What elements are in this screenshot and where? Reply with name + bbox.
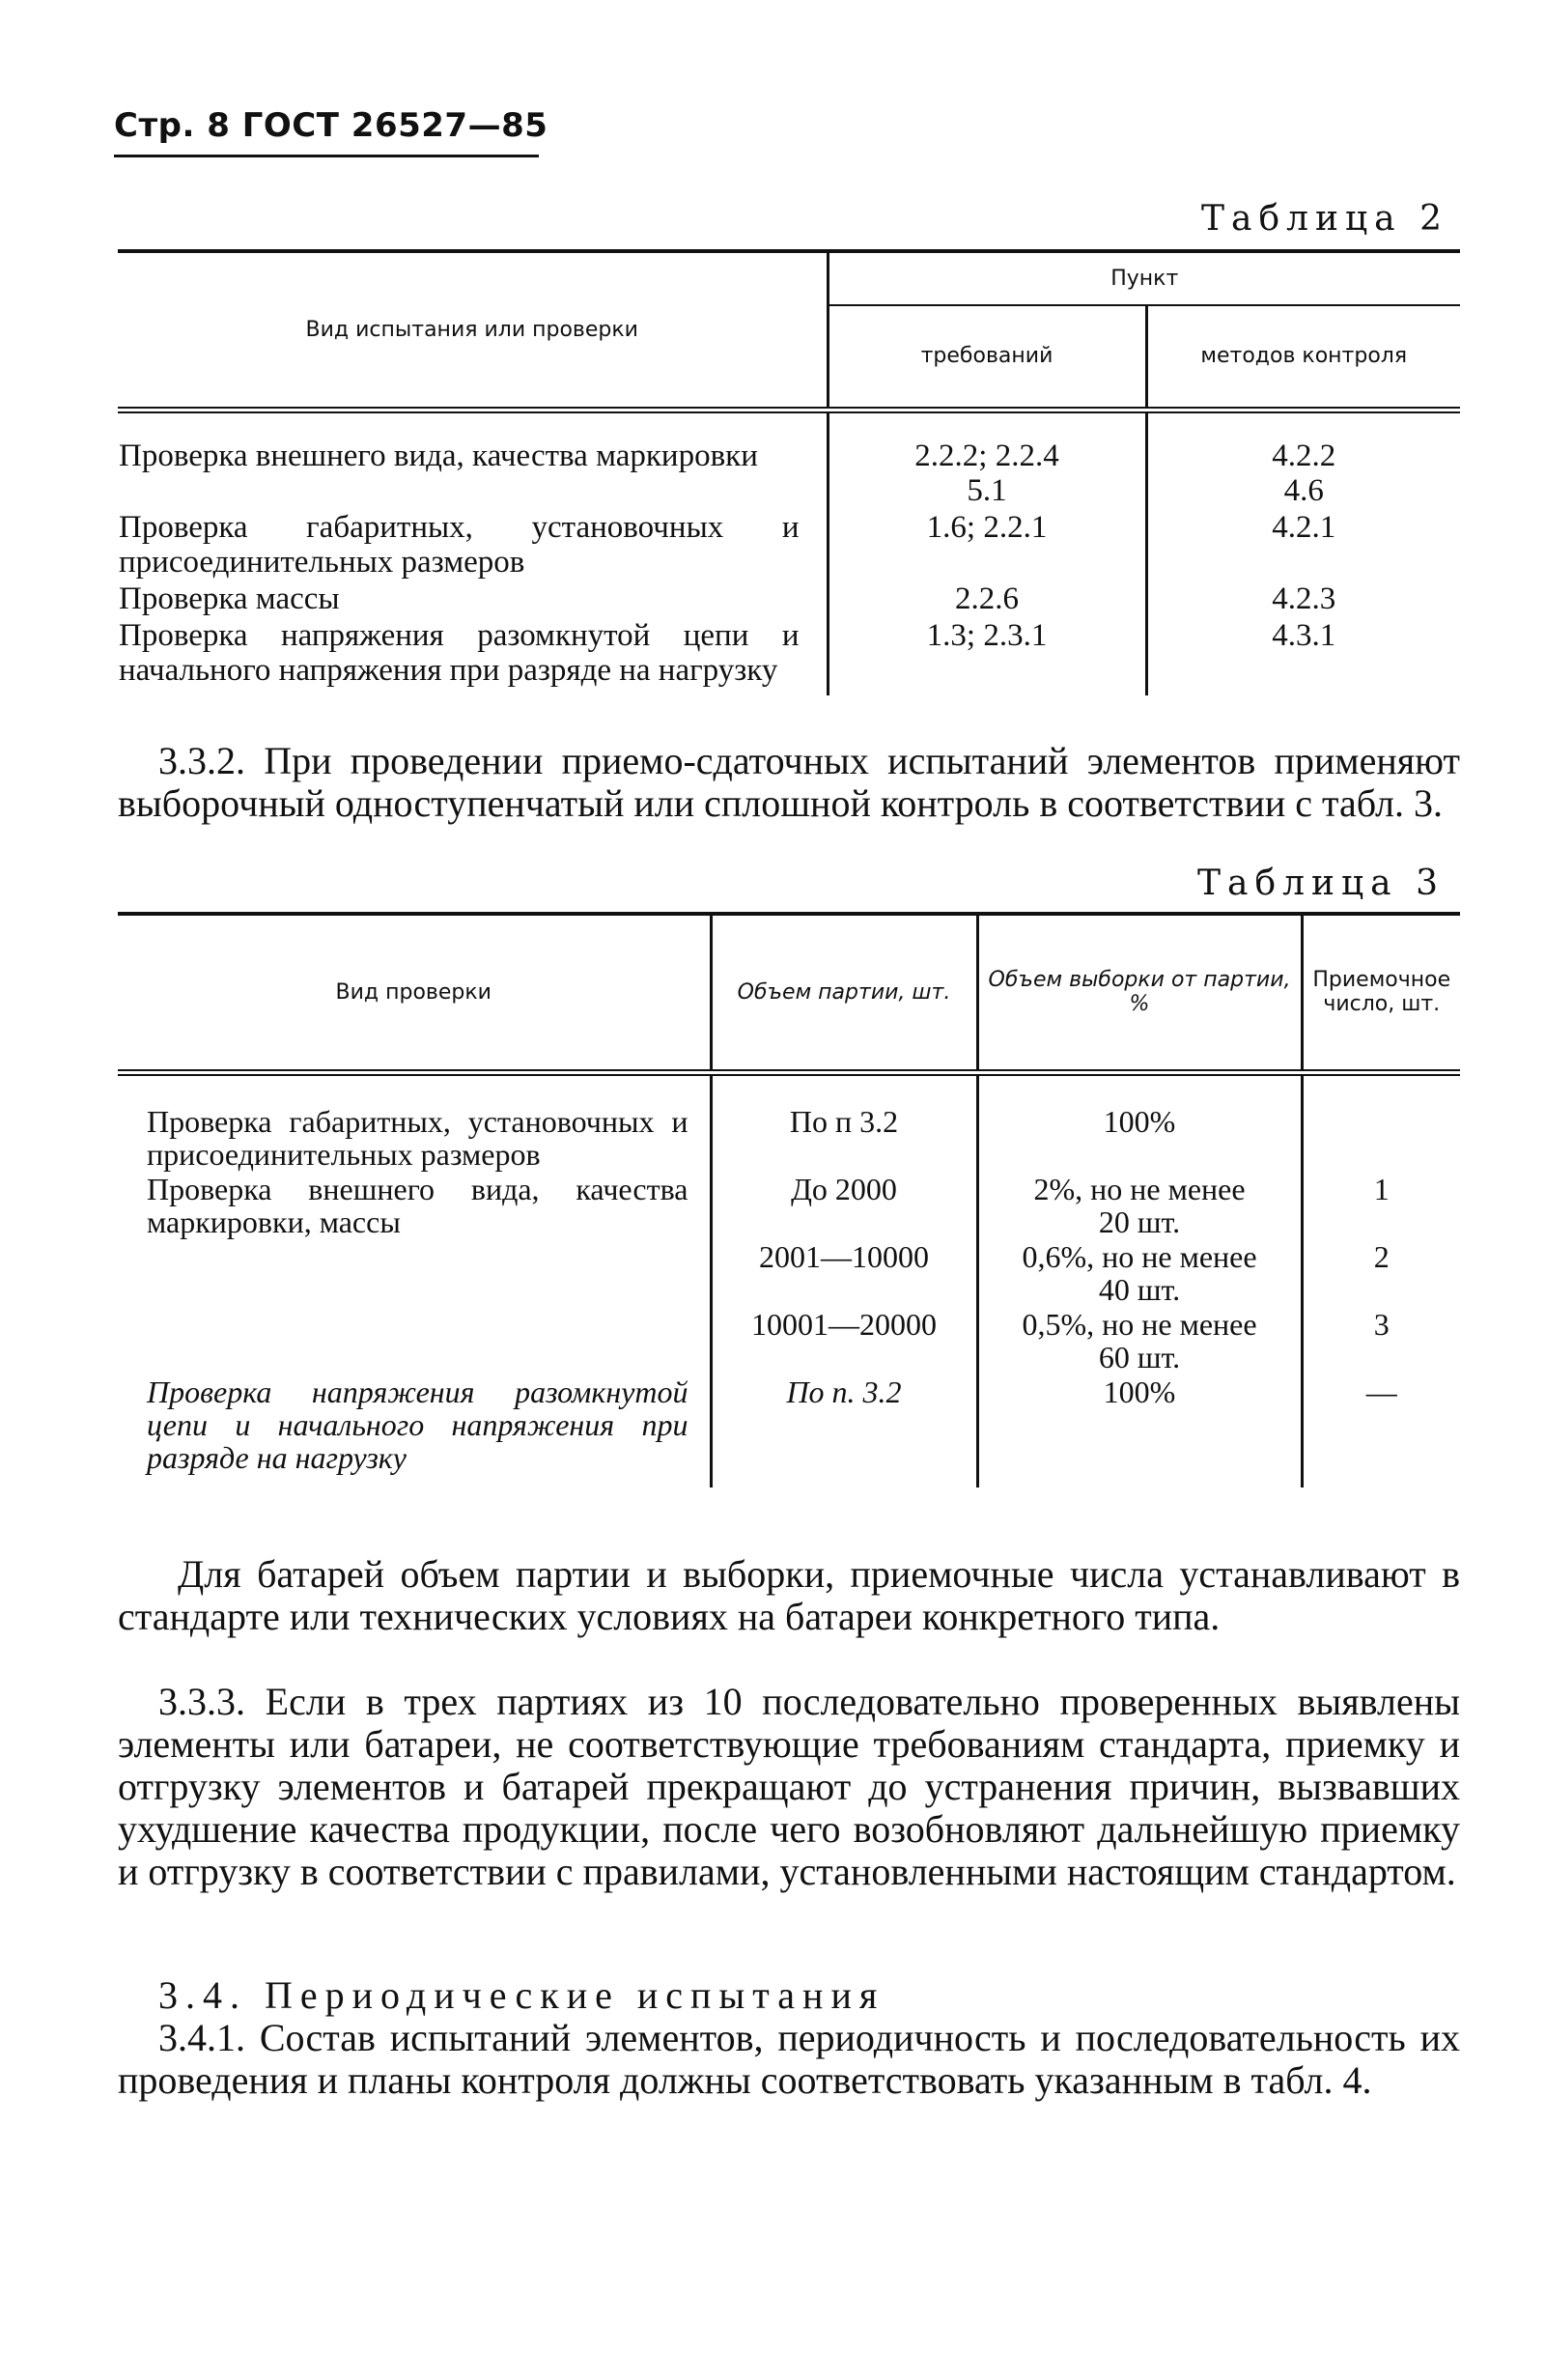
table2-row4-name: Проверка напряжения разомкнутой цепи и начального напряжения при разряде на нагрузку (119, 617, 800, 688)
table3-row3-name: Проверка напряжения разомкнутой цепи и начального напряжения при разряде на нагрузку (147, 1374, 688, 1475)
table3-row2b-sample-a: 0,6%, но не менее (1022, 1238, 1257, 1274)
table-row (118, 1374, 1460, 1488)
paragraph-batteries: Для батарей объем партии и выборки, приемочные числа устанавливают в стандарте или технических условиях на батареи конкретного типа. (118, 1552, 1460, 1638)
table3-row2a-sample-a: 2%, но не менее (1033, 1171, 1246, 1206)
table2-col-req: требований (828, 305, 1146, 410)
table2-row1-method-b: 4.6 (1283, 472, 1324, 508)
table2-row1-req (828, 410, 1146, 509)
table-row (118, 617, 1460, 695)
table-row (118, 581, 1460, 617)
table2-row4-method: 4.3.1 (1146, 617, 1460, 695)
table2-row2-req: 1.6; 2.2.1 (828, 509, 1146, 581)
table2 (118, 249, 1460, 695)
table3-row3-accept: — (1302, 1374, 1460, 1488)
table2-row1-name: Проверка внешнего вида, качества маркировки (119, 438, 758, 473)
table3-row2b-sample (977, 1239, 1302, 1307)
table3-row2c-sample-a: 0,5%, но не менее (1022, 1306, 1257, 1342)
table2-col-method: методов контроля (1146, 305, 1460, 410)
table3-row2b-accept: 2 (1302, 1239, 1460, 1307)
table2-row3-method: 4.2.3 (1146, 581, 1460, 617)
table2-col-name: Вид испытания или проверки (118, 251, 828, 410)
table3-row1-lot: По п 3.2 (711, 1072, 977, 1172)
table3-row2c-accept: 3 (1302, 1307, 1460, 1374)
table3-row2c-lot: 10001—20000 (711, 1307, 977, 1374)
table3-row2a-lot: До 2000 (711, 1172, 977, 1239)
table3-caption: Таблица 3 (1197, 864, 1445, 903)
table3-row2c-sample-b: 60 шт. (1098, 1339, 1181, 1374)
table3-row1-sample: 100% (977, 1072, 1302, 1172)
table2-row2-name: Проверка габаритных, установочных и присоединительных размеров (119, 509, 800, 580)
table3-col-sample: Объем выборки от партии, % (977, 914, 1302, 1072)
table-row (118, 410, 1460, 509)
table3-row2a-accept: 1 (1302, 1172, 1460, 1239)
table3 (118, 912, 1460, 1488)
page-header: Стр. 8 ГОСТ 26527—85 (114, 106, 548, 145)
table2-row3-req: 2.2.6 (828, 581, 1146, 617)
table-row (118, 509, 1460, 581)
table3-row2-name: Проверка внешнего вида, качества маркировки, массы (147, 1171, 688, 1239)
table2-caption: Таблица 2 (1201, 199, 1448, 239)
table2-row2-method: 4.2.1 (1146, 509, 1460, 581)
paragraph-3-3-3: 3.3.3. Если в трех партиях из 10 последовательно проверенных выявлены элементы или батареи, не соответствующие требованиям стандарта, приемку и отгрузку элементов и батарей прекращают до устранения причин, вызвавших ухудшение качества продукции, после чего возобновляют дальнейшую приемку и отгрузку в соответствии с правилами, установленными настоящим стандартом. (118, 1680, 1460, 1893)
table3-col-lot: Объем партии, шт. (711, 914, 977, 1072)
table2-row1-method (1146, 410, 1460, 509)
table3-row3-lot: По п. 3.2 (711, 1374, 977, 1488)
table3-row2a-sample-b: 20 шт. (1098, 1204, 1181, 1239)
table3-row2b-lot: 2001—10000 (711, 1239, 977, 1307)
table3-col-accept: Приемочное число, шт. (1302, 914, 1460, 1072)
table3-row1-accept (1302, 1072, 1460, 1172)
table3-row2c-sample (977, 1307, 1302, 1374)
table3-col-check: Вид проверки (335, 979, 492, 1005)
table3-row2a-sample (977, 1172, 1302, 1239)
table3-row2b-sample-b: 40 шт. (1098, 1271, 1181, 1307)
table-row (118, 1072, 1460, 1172)
paragraph-3-3-2: 3.3.2. При проведении приемо-сдаточных испытаний элементов применяют выборочный одноступенчатый или сплошной контроль в соответствии с табл. 3. (118, 739, 1460, 825)
heading-3-4: 3.4. Периодические испытания (158, 1973, 885, 2017)
table3-row3-sample: 100% (977, 1374, 1302, 1488)
table-row (118, 1172, 1460, 1239)
table2-row1-req-b: 5.1 (967, 472, 1007, 508)
table2-row1-req-a: 2.2.2; 2.2.4 (914, 438, 1059, 473)
header-rule (114, 155, 539, 157)
paragraph-3-4-1: 3.4.1. Состав испытаний элементов, периодичность и последовательность их проведения и планы контроля должны соответствовать указанным в табл. 4. (118, 2016, 1460, 2102)
table2-row4-req: 1.3; 2.3.1 (828, 617, 1146, 695)
table2-row3-name: Проверка массы (119, 581, 340, 616)
table3-row1-name: Проверка габаритных, установочных и присоединительных размеров (147, 1103, 688, 1172)
table2-row1-method-a: 4.2.2 (1272, 438, 1336, 473)
table2-col-group: Пункт (828, 251, 1460, 305)
